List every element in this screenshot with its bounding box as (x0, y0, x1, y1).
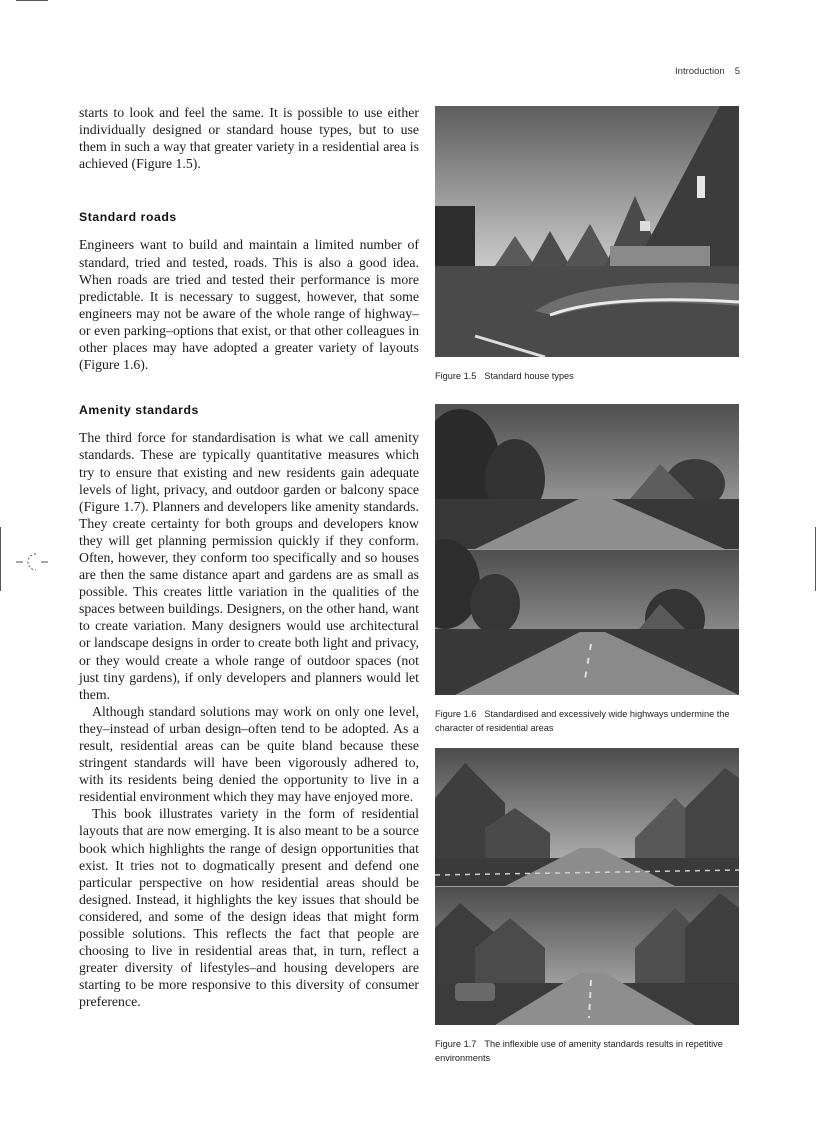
figure-1-5-caption (435, 370, 739, 384)
heading-standard-roads: Standard roads (79, 210, 177, 225)
crop-mark-top (16, 0, 48, 1)
figure-1-5-number: Figure 1.5 (435, 371, 477, 381)
heading-amenity-standards: Amenity standards (79, 403, 199, 418)
registration-mark-icon (16, 550, 48, 574)
paragraph-2: Engineers want to build and maintain a limited number of standard, tried and tested, roads. This is also a good idea. When roads are tried and tested their performance is more predictable. It is necessary to suggest, however, that some engineers may not be aware of the whole range of highway–or even parking–options that exist, or that other colleagues in other places may have adopted a greater variety of layouts (Figure 1.6). (79, 237, 419, 373)
running-header (675, 66, 740, 77)
figure-1-5-photo (435, 106, 739, 357)
figure-1-6-number: Figure 1.6 (435, 709, 477, 719)
figure-1-6-photo (435, 404, 739, 695)
paragraph-3: The third force for standardisation is what we call amenity standards. These are typically quantitative measures which try to ensure that existing and new residents gain adequate levels of light, privacy, and outdoor garden or balcony space (Figure 1.7). Planners and developers like amenity standards. They create certainty for both groups and developers know they will get planning permission quickly if they conform. Often, however, they conform too specifically and so houses are then the same distance apart and gardens are as small as possible. This creates little variation in the qualities of the spaces between buildings. Designers, on the other hand, want to create variation. Many designers would use architectural or landscape designs in order to create both light and privacy, or they would create a whole range of outdoor spaces (not just tiny gardens), if only developers and planners would let them. (79, 430, 419, 702)
figure-1-5 (435, 106, 739, 384)
figure-1-7 (435, 748, 739, 1065)
figure-1-7-caption (435, 1038, 739, 1065)
section-title: Introduction (675, 66, 725, 77)
paragraph-4: Although standard solutions may work on only one level, they–instead of urban design–often tend to be adopted. As a result, residential areas can be quite bland because these stringent standards will have been vigorously adhered to, with its residents being denied the opportunity to live in a residential environment which they may have enjoyed more. (79, 703, 419, 805)
body-text-column (79, 104, 419, 1011)
figure-1-6-caption (435, 708, 739, 735)
figure-1-7-text: The inflexible use of amenity standards results in repetitive environments (435, 1039, 723, 1063)
crop-mark-left (0, 527, 1, 591)
figure-1-6-text: Standardised and excessively wide highways undermine the character of residential areas (435, 709, 730, 733)
figure-1-7-photo (435, 748, 739, 1025)
paragraph-1: starts to look and feel the same. It is possible to use either individually designed or standard house types, but to use them in such a way that greater variety in a residential area is achieved (Figure 1.5). (79, 105, 419, 172)
figure-1-6 (435, 404, 739, 735)
page-number: 5 (734, 66, 740, 77)
figure-1-5-text: Standard house types (484, 371, 574, 381)
figure-1-7-number: Figure 1.7 (435, 1039, 477, 1049)
paragraph-5: This book illustrates variety in the form of residential layouts that are now emerging. It is also meant to be a source book which highlights the range of design opportunities that exist. It tries not to dogmatically present and defend one particular perspective on how residential areas should be designed. Instead, it highlights the key issues that should be considered, and some of the design ideas that might form possible solutions. This reflects the fact that people are choosing to live in residential areas that, in turn, reflect a greater diversity of lifestyles–and housing developers are starting to be more responsive to this diversity of consumer preference. (79, 806, 419, 1010)
